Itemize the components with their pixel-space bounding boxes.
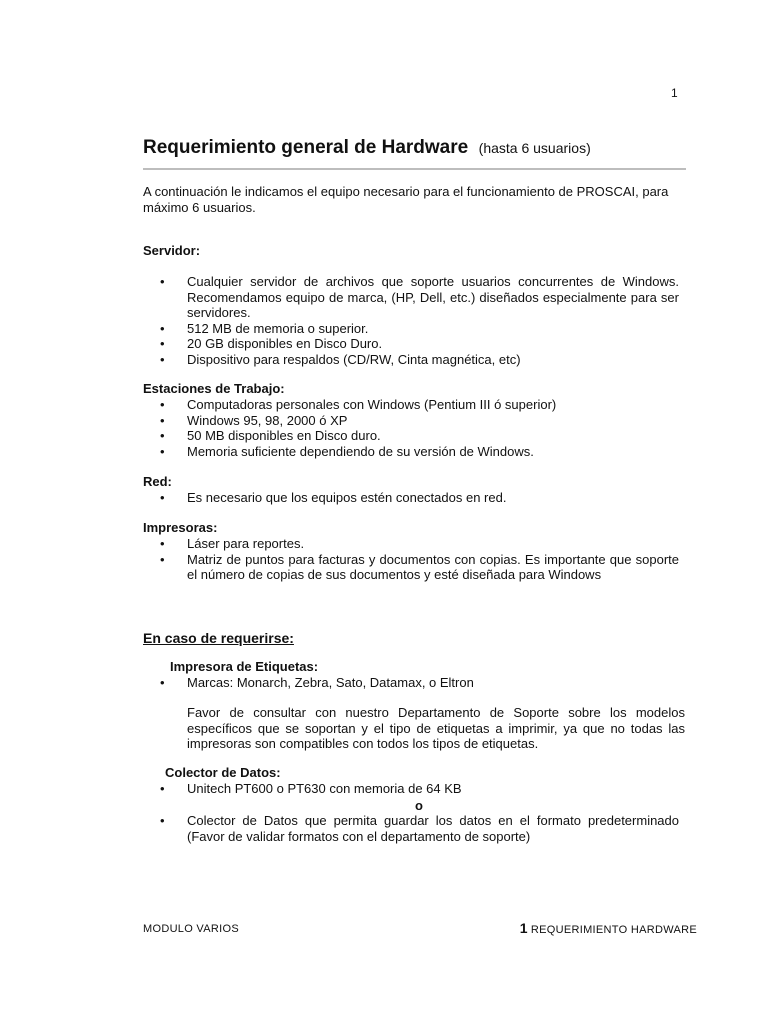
servidor-heading: Servidor: [143, 243, 201, 258]
page-number: 1 [671, 86, 678, 100]
title-subtitle: (hasta 6 usuarios) [478, 140, 591, 156]
servidor-list [160, 274, 679, 367]
intro-paragraph: A continuación le indicamos el equipo necesario para el funcionamiento de PROSCAI, para máximo 6 usuarios. [143, 184, 669, 215]
etiquetas-heading: Impresora de Etiquetas: [170, 659, 319, 674]
title-divider [143, 168, 686, 170]
list-item: • Matriz de puntos para facturas y documentos con copias. Es importante que soporte el número de copias de sus documentos y esté diseñada para Windows [160, 552, 679, 583]
colector-heading: Colector de Datos: [165, 765, 281, 780]
list-item: • Marcas: Monarch, Zebra, Sato, Datamax, o Eltron [160, 675, 679, 691]
colector-list-2 [160, 813, 679, 844]
document-title [143, 137, 686, 159]
list-item: • Es necesario que los equipos estén conectados en red. [160, 490, 679, 506]
footer-section [520, 920, 697, 936]
footer-module-name: MODULO VARIOS [143, 923, 239, 935]
list-item: • Windows 95, 98, 2000 ó XP [160, 413, 679, 429]
list-item: • Computadoras personales con Windows (Pentium III ó superior) [160, 397, 679, 413]
list-item: • 50 MB disponibles en Disco duro. [160, 428, 679, 444]
en-caso-heading: En caso de requerirse: [143, 630, 294, 646]
red-heading: Red: [143, 474, 172, 489]
list-item: • 20 GB disponibles en Disco Duro. [160, 336, 679, 352]
impresoras-heading: Impresoras: [143, 520, 218, 535]
colector-separator: o [415, 798, 423, 813]
list-item: • Colector de Datos que permita guardar los datos en el formato predeterminado (Favor de validar formatos con el departamento de soporte) [160, 813, 679, 844]
estaciones-heading: Estaciones de Trabajo: [143, 381, 285, 396]
list-item: • Memoria suficiente dependiendo de su versión de Windows. [160, 444, 679, 460]
title-main: Requerimiento general de Hardware [143, 137, 469, 158]
list-item: • Unitech PT600 o PT630 con memoria de 64 KB [160, 781, 679, 797]
footer-section-title: REQUERIMIENTO HARDWARE [530, 924, 697, 936]
footer-page-number: 1 [519, 920, 528, 936]
impresoras-list [160, 536, 679, 583]
colector-list-1 [160, 781, 679, 797]
etiquetas-list [160, 675, 679, 691]
red-list [160, 490, 679, 506]
estaciones-list [160, 397, 679, 459]
list-item: • 512 MB de memoria o superior. [160, 321, 679, 337]
etiquetas-note: Favor de consultar con nuestro Departamento de Soporte sobre los modelos específicos que se soportan y el tipo de etiquetas a imprimir, ya que no todas las impresoras son compatibles con todos los tipos de etiquetas. [187, 705, 685, 751]
list-item: • Láser para reportes. [160, 536, 679, 552]
list-item: • Cualquier servidor de archivos que soporte usuarios concurrentes de Windows. Recomendamos equipo de marca, (HP, Dell, etc.) diseñados especialmente para ser servidores. [160, 274, 679, 321]
list-item: • Dispositivo para respaldos (CD/RW, Cinta magnética, etc) [160, 352, 679, 368]
